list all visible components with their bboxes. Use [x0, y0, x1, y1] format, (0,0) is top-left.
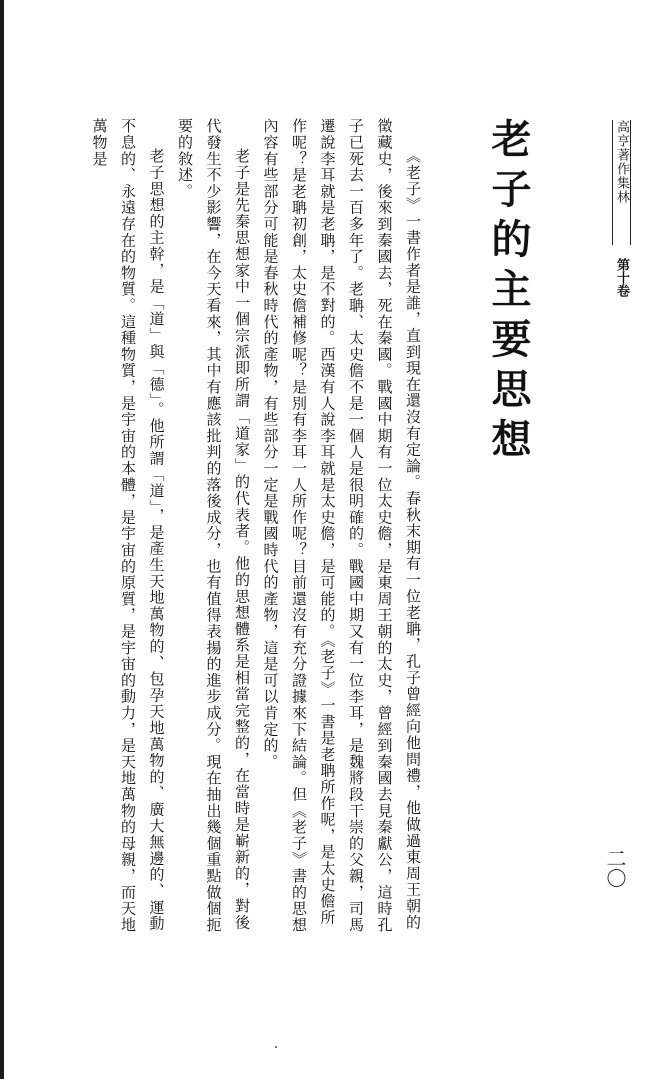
- header-rule-left: [612, 120, 613, 245]
- paragraph-3: 老子思想的主幹，是「道」與「德」。他所謂「道」，是產生天地萬物的、包孕天地萬物的、廣大無邊的、運動不息的、永遠存在的物質。這種物質，是宇宙的本體，是宇宙的原質，是宇宙的動力，是天地萬物的母親，而天地萬物是: [90, 118, 166, 933]
- series-header: [612, 120, 631, 204]
- chapter-title: 老子的主要思想: [485, 118, 532, 468]
- paragraph-1: 《老子》一書作者是誰，直到現在還沒有定論。春秋末期有一位老聃，孔子曾經向他問禮，他做過東周王朝的徵藏史，後來到秦國去，死在秦國。戰國中期有一位太史儋，是東周王朝的太史，曾經到秦國去見秦獻公，這時孔子已死去一百多年了。老聃、太史儋不是一個人是很明確的。戰國中期又有一位李耳，是魏將段干崇的父親，司馬遷說李耳就是老聃，是不對的。西漢有人說李耳就是太史儋，是可能的。《老子》一書是老聃所作呢，是太史儋所作呢？是老聃初創，太史儋補修呢？是別有李耳一人所作呢？目前還沒有充分證據來下結論。但《老子》書的思想內容有些部分可能是春秋時代的產物，有些部分一定是戰國時代的產物，這是可以肯定的。: [261, 118, 422, 933]
- scan-speck: [275, 1046, 277, 1048]
- series-title: 高亨著作集林: [614, 120, 629, 204]
- page-edge-bar: [0, 0, 4, 1079]
- paragraph-2: 老子是先秦思想家中一個宗派即所謂「道家」的代表者。他的思想體系是相當完整的，在當時是嶄新的，對後代發生不少影響，在今天看來，其中有應該批判的落後成分，也有值得表揚的進步成分。現在抽出幾個重點做個扼要的敘述。: [176, 118, 251, 933]
- volume-label: 第十卷: [614, 258, 629, 297]
- body-text: [72, 118, 427, 938]
- page-number: 二〇: [603, 848, 627, 888]
- header-rule-right: [630, 120, 631, 245]
